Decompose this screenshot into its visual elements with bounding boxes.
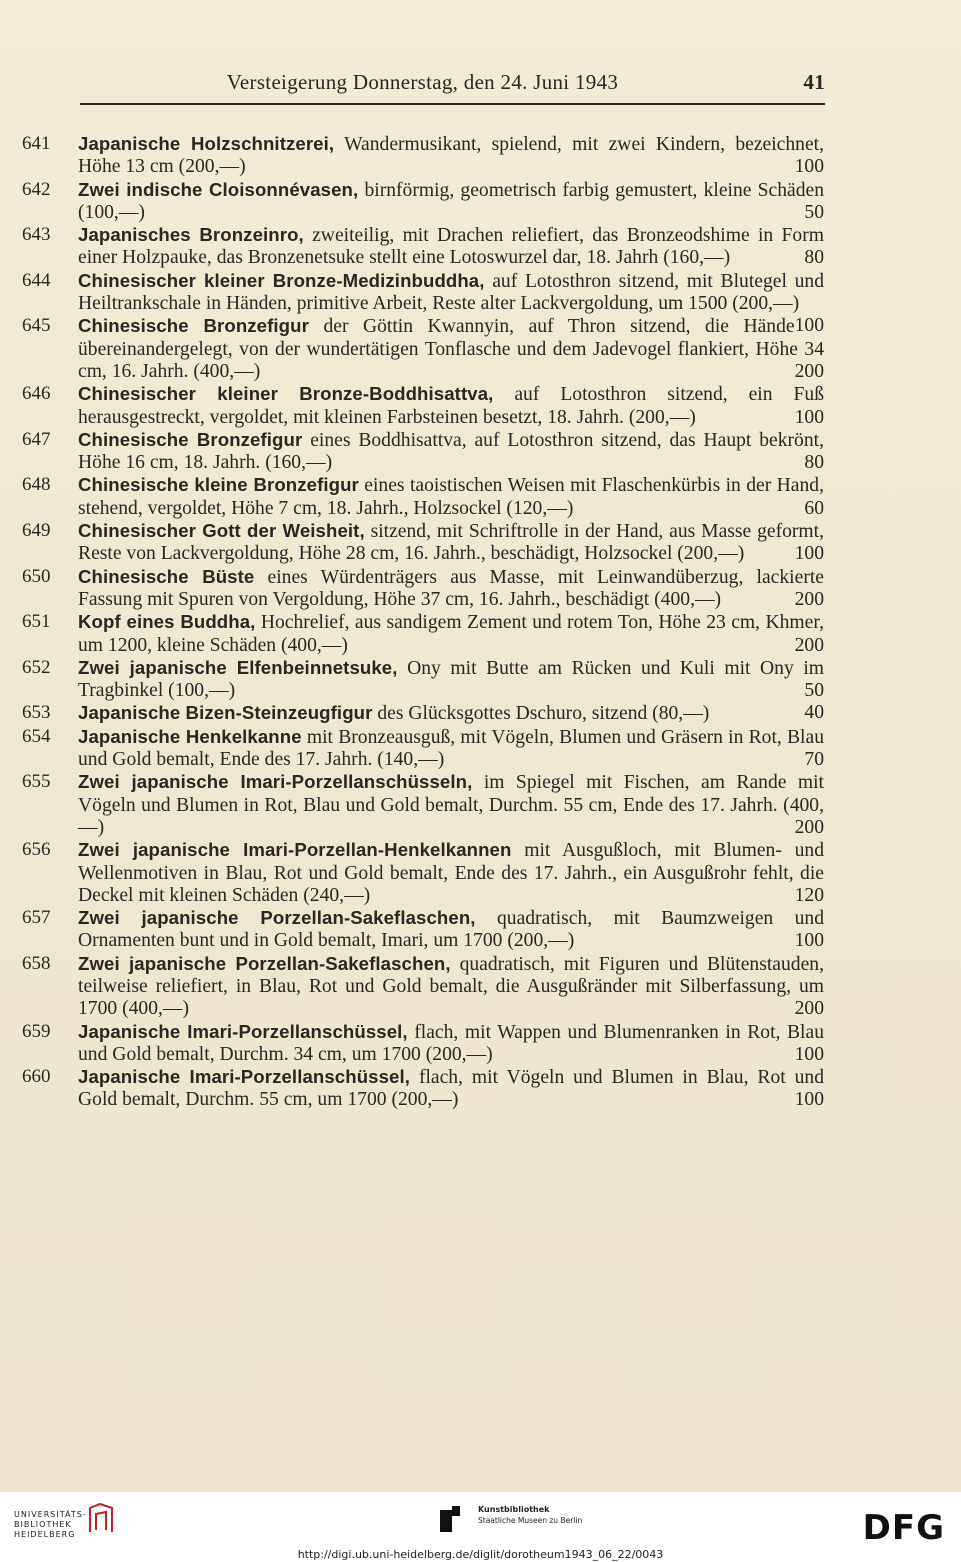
lot-title: Chinesische Bronzefigur xyxy=(78,428,303,450)
lot-description xyxy=(78,383,824,429)
lot-description xyxy=(78,907,824,953)
lot-text: flach, mit Vögeln und Blumen in Blau, Rot und Gold bemalt, Durchm. 55 cm, um 1700 (200,—) xyxy=(78,1067,824,1111)
lot-entry xyxy=(0,907,961,953)
lot-title: Zwei japanische Elfenbeinnetsuke, xyxy=(78,656,398,678)
lot-title: Japanische Imari-Porzellanschüssel, xyxy=(78,1020,408,1042)
lot-entry xyxy=(0,520,961,566)
lot-title: Chinesische kleine Bronzefigur xyxy=(78,474,359,496)
lot-estimate: 100 xyxy=(794,1089,824,1111)
lot-estimate: 200 xyxy=(794,588,824,610)
lot-text: birnförmig, geometrisch farbig gemustert, kleine Schäden (100,—) xyxy=(78,179,825,223)
lot-text: Wandermusikant, spielend, mit zwei Kindern, bezeichnet, Höhe 13 cm (200,—) xyxy=(78,134,825,178)
lot-entry xyxy=(0,474,961,520)
lot-description xyxy=(78,429,824,475)
lot-entry xyxy=(0,383,961,429)
lot-text: Ony mit Butte am Rücken und Kuli mit Ony im Tragbinkel (100,—) xyxy=(78,657,824,702)
university-library-label xyxy=(14,1510,87,1540)
header-rule xyxy=(80,103,825,105)
lot-estimate: 80 xyxy=(804,247,824,269)
lot-title: Japanisches Bronzeinro, xyxy=(78,224,304,246)
lot-entry xyxy=(0,839,961,907)
lot-number: 642 xyxy=(22,178,51,200)
lot-estimate: 120 xyxy=(794,884,824,906)
lot-title: Chinesische Büste xyxy=(78,565,255,587)
lot-title: Zwei japanische Imari-Porzellan-Henkelkannen xyxy=(78,839,512,861)
lot-text: der Göttin Kwannyin, auf Thron sitzend, die Hände übereinandergelegt, von der wundertätigen Tonflasche und dem Jadevogel flankiert, Höhe 34 cm, 16. Jahrh. (400,—) xyxy=(78,316,824,382)
lot-number: 647 xyxy=(22,428,51,450)
lot-title: Japanische Holzschnitzerei, xyxy=(78,133,335,154)
footer-bar xyxy=(0,1492,961,1562)
lot-entry xyxy=(0,771,961,839)
lot-description xyxy=(78,1021,824,1067)
lot-number: 659 xyxy=(22,1020,51,1042)
lot-entry xyxy=(0,566,961,612)
lot-estimate: 100 xyxy=(794,406,824,428)
lot-number: 653 xyxy=(22,702,51,724)
lot-description xyxy=(78,702,824,725)
lot-description xyxy=(78,953,824,1021)
lot-number: 654 xyxy=(22,725,51,747)
lot-estimate: 200 xyxy=(794,816,824,838)
lot-entry xyxy=(0,726,961,772)
lot-description xyxy=(78,771,824,839)
lot-text: zweiteilig, mit Drachen reliefiert, das Bronzeodshime in Form einer Holzpauke, das Bronzenetsuke stellt eine Lotoswurzel dar, 18. Jahrh (160,—) xyxy=(78,225,824,269)
kunstbibliothek-name: Kunstbibliothek xyxy=(478,1505,550,1514)
lot-entry xyxy=(0,611,961,657)
lot-text: eines Würdenträgers aus Masse, mit Leinwandüberzug, lackierte Fassung mit Spuren von Vergoldung, Höhe 37 cm, 16. Jahrh., beschädigt (400,—) xyxy=(78,566,824,610)
lot-estimate: 200 xyxy=(794,360,824,382)
lot-entry xyxy=(0,133,961,179)
lot-text: des Glücksgottes Dschuro, sitzend (80,—) xyxy=(377,703,710,725)
lot-description xyxy=(78,726,824,772)
university-logo-icon xyxy=(86,1502,116,1536)
lot-text: Hochrelief, aus sandigem Zement und rotem Ton, Höhe 23 cm, Khmer, um 1200, kleine Schäden (400,—) xyxy=(78,612,824,656)
lot-text: flach, mit Wappen und Blumenranken in Rot, Blau und Gold bemalt, Durchm. 34 cm, um 1700 (200,—) xyxy=(78,1021,824,1065)
lot-title: Zwei japanische Porzellan-Sakeflaschen, xyxy=(78,907,476,929)
dfg-logo: DFG xyxy=(862,1508,945,1548)
lot-number: 648 xyxy=(22,474,51,496)
lot-estimate: 80 xyxy=(804,452,824,474)
header-title: Versteigerung Donnerstag, den 24. Juni 1943 xyxy=(226,70,619,94)
lot-entry xyxy=(0,657,961,703)
university-line-3: HEIDELBERG xyxy=(14,1530,76,1539)
lot-text: eines Boddhisattva, auf Lotosthron sitzend, das Haupt bekrönt, Höhe 16 cm, 18. Jahrh. (160,—) xyxy=(78,429,824,474)
lot-text: sitzend, mit Schriftrolle in der Hand, aus Masse geformt, Reste von Lackvergoldung, Höhe 28 cm, 16. Jahrh., beschädigt, Holzsockel (200,—) xyxy=(78,521,825,565)
lot-entry xyxy=(0,953,961,1021)
lot-text: mit Ausgußloch, mit Blumen- und Wellenmotiven in Blau, Rot und Gold bemalt, Ende des 17. Jahrh., ein Ausgußrohr fehlt, die Deckel mit kleinen Schäden (240,—) xyxy=(78,840,824,906)
lot-number: 646 xyxy=(22,383,51,405)
lot-title: Japanische Henkelkanne xyxy=(78,725,302,747)
lot-description xyxy=(78,179,824,225)
lot-description xyxy=(78,520,824,566)
lot-text: quadratisch, mit Figuren und Blütenstauden, teilweise reliefiert, in Blau, Rot und Gold bemalt, die Ausgußränder mit Silberfassung, um 1700 (400,—) xyxy=(78,953,824,1020)
lot-text: auf Lotosthron sitzend, ein Fuß herausgestreckt, vergoldet, mit kleinen Farbsteinen besetzt, 18. Jahrh. (200,—) xyxy=(78,384,824,428)
lot-number: 655 xyxy=(22,771,51,793)
lot-estimate: 200 xyxy=(794,634,824,656)
lot-description xyxy=(78,1066,824,1112)
lot-number: 644 xyxy=(22,269,51,291)
lot-title: Japanische Imari-Porzellanschüssel, xyxy=(78,1066,411,1088)
lot-estimate: 100 xyxy=(794,543,824,565)
lot-list xyxy=(0,133,961,1112)
lot-estimate: 100 xyxy=(794,1043,824,1065)
kunstbibliothek-label xyxy=(478,1504,582,1526)
lot-number: 641 xyxy=(22,133,51,154)
lot-description xyxy=(78,315,824,383)
lot-title: Chinesische Bronzefigur xyxy=(78,315,309,337)
lot-entry xyxy=(0,1066,961,1112)
lot-estimate: 100 xyxy=(794,156,824,178)
lot-number: 660 xyxy=(22,1066,51,1088)
lot-number: 643 xyxy=(22,224,51,246)
lot-title: Chinesischer kleiner Bronze-Boddhisattva, xyxy=(78,383,494,405)
lot-description xyxy=(78,133,824,179)
university-line-2: BIBLIOTHEK xyxy=(14,1520,72,1529)
lot-title: Zwei japanische Imari-Porzellanschüsseln, xyxy=(78,771,473,793)
lot-estimate: 40 xyxy=(804,702,824,724)
lot-description xyxy=(78,839,824,907)
lot-entry xyxy=(0,429,961,475)
source-url[interactable]: http://digi.ub.uni-heidelberg.de/diglit/dorotheum1943_06_22/0043 xyxy=(297,1548,664,1561)
university-line-1: UNIVERSITÄTS- xyxy=(14,1510,87,1519)
lot-description xyxy=(78,657,824,703)
lot-number: 656 xyxy=(22,839,51,861)
lot-estimate: 70 xyxy=(804,749,824,771)
lot-number: 649 xyxy=(22,520,51,542)
lot-entry xyxy=(0,179,961,225)
lot-estimate: 60 xyxy=(804,497,824,519)
lot-number: 658 xyxy=(22,952,51,974)
kunstbibliothek-logo-icon xyxy=(440,1506,466,1532)
lot-text: im Spiegel mit Fischen, am Rande mit Vögeln und Blumen in Rot, Blau und Gold bemalt, Durchm. 55 cm, Ende des 17. Jahrh. (400,—) xyxy=(78,772,824,838)
lot-text: auf Lotosthron sitzend, mit Blutegel und Heiltrankschale in Händen, primitive Arbeit, Reste alter Lackvergoldung, um 1500 (200,—) xyxy=(78,270,825,315)
lot-entry xyxy=(0,224,961,270)
lot-entry xyxy=(0,315,961,383)
lot-title: Zwei indische Cloisonnévasen, xyxy=(78,178,359,200)
lot-title: Chinesischer kleiner Bronze-Medizinbuddha, xyxy=(78,269,485,291)
lot-title: Kopf eines Buddha, xyxy=(78,611,256,633)
page-number: 41 xyxy=(803,70,825,94)
lot-number: 645 xyxy=(22,315,51,337)
lot-estimate: 100 xyxy=(794,315,824,337)
lot-text: quadratisch, mit Baumzweigen und Ornamenten bunt und in Gold bemalt, Imari, um 1700 (200,—) xyxy=(78,908,824,952)
lot-description xyxy=(78,224,824,270)
lot-text: eines taoistischen Weisen mit Flaschenkürbis in der Hand, stehend, vergoldet, Höhe 7 cm, 18. Jahrh., Holzsockel (120,—) xyxy=(78,475,824,519)
lot-title: Chinesischer Gott der Weisheit, xyxy=(78,520,365,542)
lot-description xyxy=(78,474,824,520)
lot-description xyxy=(78,611,824,657)
lot-number: 651 xyxy=(22,611,51,633)
lot-description xyxy=(78,566,824,612)
lot-number: 652 xyxy=(22,656,51,678)
lot-text: mit Bronzeausguß, mit Vögeln, Blumen und Gräsern in Rot, Blau und Gold bemalt, Ende des 17. Jahrh. (140,—) xyxy=(78,726,824,771)
lot-estimate: 200 xyxy=(794,998,824,1020)
lot-title: Zwei japanische Porzellan-Sakeflaschen, xyxy=(78,952,451,974)
lot-estimate: 100 xyxy=(794,930,824,952)
lot-estimate: 50 xyxy=(804,680,824,702)
lot-entry xyxy=(0,1021,961,1067)
lot-estimate: 50 xyxy=(804,201,824,223)
lot-title: Japanische Bizen-Steinzeugfigur xyxy=(78,702,373,724)
lot-number: 657 xyxy=(22,907,51,929)
lot-entry xyxy=(0,702,961,725)
lot-number: 650 xyxy=(22,565,51,587)
running-header xyxy=(80,70,825,100)
museen-name: Staatliche Museen zu Berlin xyxy=(478,1516,583,1525)
